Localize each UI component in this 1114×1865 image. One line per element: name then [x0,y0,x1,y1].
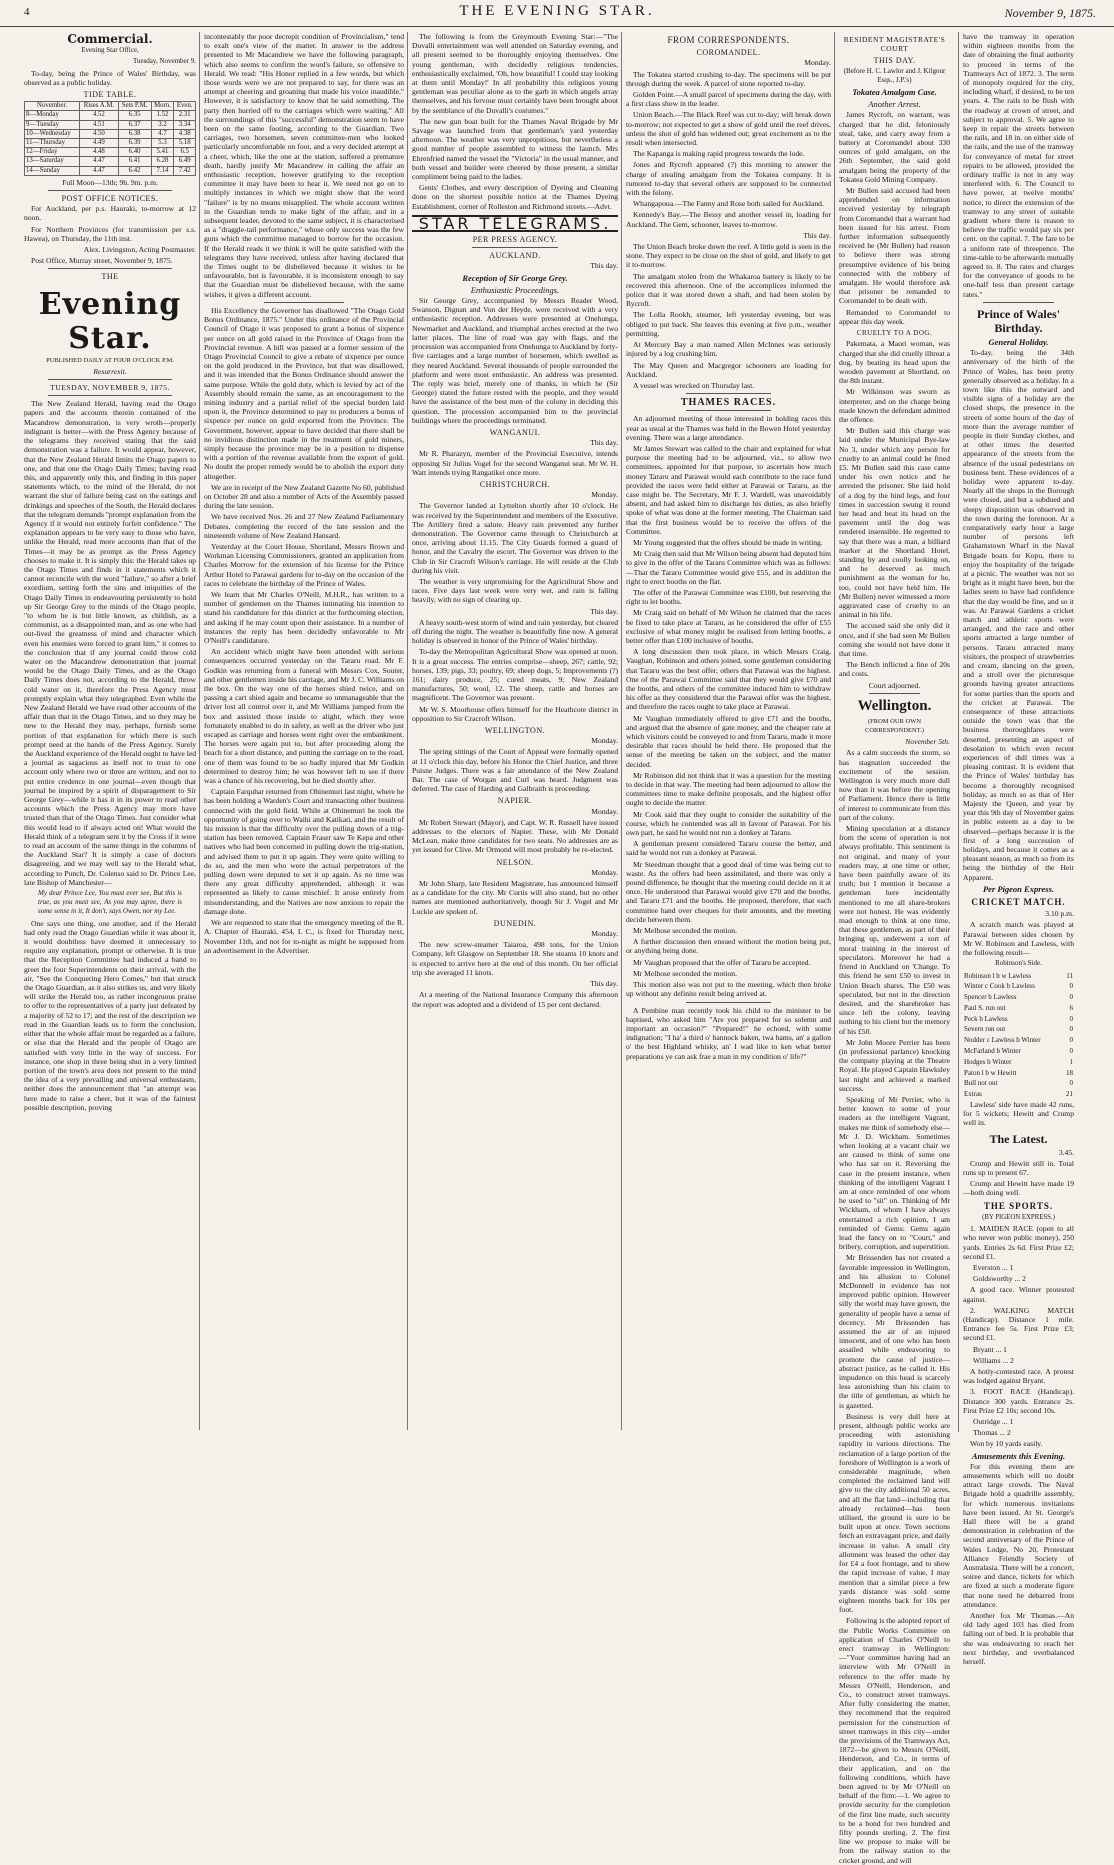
article-paragraph: Lawless' side have made 42 runs, for 5 wickets; Hewitt and Crump well in. [963,1100,1074,1128]
article-paragraph: At Mercury Bay a man named Allen McInnes was seriously injured by a log crushing him. [626,340,831,359]
column-4 [626,32,831,1432]
table-cell: 3.2 [151,120,174,129]
article-paragraph: Following is the adopted report of the Public Works Committee on application of Charles O'Neill to erect tramway in Wellington:—"Your committee having had an interview with Mr O'Neill in reference to the offer made by Messrs O'Neill, Henderson, and Co., to construct street tramways. After fully considering the matter, they recommend that the required permission for the construction of street tramways in this city—under the provisions of the Tramways Act, 1872—be given to Messrs O'Neill, Henderson, and Co., in terms of their application, and on the following conditions, which have been agreed to by Mr O'Neill on behalf of the firm:—1. We agree to provide security for the completion of the first line made, such security to be a bond for two hundred and fifty pounds sterling. 2. The first line we propose to make will be from the railway station to the cricket ground, and will [839,1616,950,1865]
divider [983,302,1054,303]
article-paragraph: incontestably the poor decrepit condition of Provincialism," tend to exalt one's view of the matter. In answer to the address presented to Mr Macandrew we have the following paragraph, which also seems to confirm the word's failure, so offensive to Herald. We read: "His Honor replied in a few words, but which those words were we are not prepared to say, for there was an attempt at cheering and groaning that made his voice inaudible." However, it is satisfactory to know that he said something. The party then hurried off to the carriages which were waiting." All the surroundings of this "successful" demonstration seem to have been on the same footing, according to the Guardian. Two carriages, two horsemen, seven committee-men who looked particularly uncomfortable on foot, and a very decided attempt at a cheer, which, like the one at the station, suffered a premature death, hardly justify Mr Macandrew in calling the affair an enthusiastic reception, however gratifying to the reception committee it may have been to hear it. We need not go on to multiply instances in which we might show that the word "failure" is by no means misapplied. The whole account written in the Guardian tends to make light of the affair, and in a subsequent leader, devoted to the same subject, it is characterised as a "draggle-tail performance," whose only success was the few guns which the committee managed to borrow for the occasion. If the Herald reads it we think it will be quite satisfied with the telegrams they have received, unless after having declared that the Times ought to be disbelieved because it wishes to be unfavourable, but is favourable, it is inconsistent enough to say that the Guardian must be disbelieved because, with the same wishes, it gives a different account. [204,32,404,299]
article-paragraph: Mr Young suggested that the offers should be made in writing. [633,537,823,547]
table-cell: 7.42 [174,166,196,175]
table-row [963,1014,1074,1025]
table-cell: Paul S. run out [964,1003,1006,1012]
article-paragraph: Mr John Sharp, late Resident Magistrate, has announced himself as a candidate for the city. Mr Curtis will also stand, but no other names are mentioned authoritatively, though Sir J. Vogel and Mr Luckie are spoken of. [412,879,618,916]
article-paragraph: To-day the Metropolitan Agricultural Show was opened at noon. It is a great success. The entries comprise—sheep, 267; cattle, 92; horses, 139; pigs, 33; poultry, 69; sheep dogs, 5; Improvements (?) 161; dairy produce, 25; cured meats, 9; New Zealand manufactures, 50; wool, 12. The sheep, cattle and horses are magnificent. The Governor was present. [412,647,618,703]
article-paragraph: The offer of the Parawai Committee was £100, but reserving the right to let booths. [626,587,831,607]
dateline-day: Monday. [591,867,618,877]
divider [48,190,172,191]
article-paragraph: Court adjourned. [868,680,921,690]
subheading: Another Arrest. [868,99,921,110]
divider [48,395,172,396]
article-paragraph: The spring sittings of the Court of Appeal were formally opened at 11 o'clock this day, before his Honor the Chief Justice, and three Puisne Judges. There was a fair attendance of the New Zealand Bar. The case of Worgan and Curl was heard. Judgment was deferred. The case of Harding and Galbraith is proceeding. [412,747,618,794]
tide-header-cell: Even. [174,102,196,111]
table-cell: 6.40 [118,148,151,157]
dateline-day: This day. [590,979,618,989]
commercial-heading: Commercial. [67,32,153,46]
article-paragraph: The May Queen and Macgregor schooners are loading for Auckland. [626,360,831,379]
tide-table [24,101,196,176]
published-note: PUBLISHED DAILY AT FOUR O'CLOCK P.M. [46,356,174,364]
table-row [963,1024,1074,1035]
article-paragraph: Mr Wilkinson was sworn as interpreter, and on the charge being made known the defendant admitted the offence. [839,387,950,424]
article-paragraph: Mining speculation at a distance from the scene of operation is not always profitable. This sentiment is not original, and many of your readers may, at one time or other, have been painfully aware of its truth; but I mention it because a gentleman here incidentally mentioned to me all share-brokers were not honest. He was evidently mad enough to think at one time, that these gentlemen, as part of their bringing up, underwent a sort of moral training in the interest of speculators. Moreover he had a friend in Auckland on 'Change. To this friend he sent £50 to invest in Union Beach shares. The £50 was speculated, but not in the direction desired, and the sharebroker has since left the colony, leaving nothing to his client but the memory of his £50. [839,824,950,1036]
table-cell: 6.28 [151,157,174,166]
table-cell: 11—Thursday [25,139,80,148]
paper-title: Evening Star. [38,286,182,356]
article-paragraph: 2. WALKING MATCH (Handicap). Distance 1 mile. Entrance fee 5s. First Prize £3; second £1. [963,1305,1074,1343]
dateline-day: November 5th. [905,737,950,747]
table-row [963,1078,1074,1089]
column-rule [621,32,622,1430]
result-line: Thomas ... 2 [973,1428,1011,1438]
table-cell: 6.5 [174,148,196,157]
paper-title-the: THE [101,272,119,282]
tide-header-cell: Sets P.M. [118,102,151,111]
column-5 [839,32,1074,1865]
dateline-day: Monday. [591,736,618,746]
article-paragraph: Mr Craig said on behalf of Mr Wilson he claimed that the races be fixed to take place at Tararu, as he considered the offer of £55 exclusive of what money might be realised from letting booths, a better offer than £100 inclusive of booths. [626,608,831,645]
table-cell: Spencer b Lawless [964,993,1017,1002]
subheading: Per Pigeon Express. [982,883,1055,894]
divider [48,268,172,269]
result-line: Goldsworthy ... 2 [973,1274,1026,1284]
tide-table-heading: TIDE TABLE. [83,90,137,100]
table-cell: 4.47 [80,166,119,175]
column-rule [834,32,835,1430]
table-cell: 4.50 [80,129,119,138]
article-paragraph: Another fox Mr Thomas.—An old lady aged 103 has died from falling out of bed. It is probable that she was endeavoring to reach her next birthday, and overbalanced herself. [963,1611,1074,1667]
sports-sub: (BY PIGEON EXPRESS.) [982,1213,1055,1221]
table-cell: 18 [1066,1068,1073,1077]
article-paragraph: Union Beach.—The Black Reef was cut to-day; will break down to-morrow; not expected to get a show of gold until the reef drives, unless the shot of gold has widened out; great excitement as to the result when intersected. [626,110,831,148]
article-paragraph: The Tokatea started crushing to-day. The specimens will be put through during the week. A parcel of stone reported to-day. [626,69,831,88]
court-heading: RESIDENT MAGISTRATE'S COURT [843,35,946,54]
article-paragraph: A good race. Winner protested against. [963,1285,1074,1304]
dateline-day: This day. [590,261,618,271]
dateline-heading: WANGANUI. [489,427,541,437]
verse: My dear Prince Lee, You must ever see, But this is true, as you must see, As you may agree, there is some sense in it, It don't, says Owen, nor my Lee. [38,889,182,916]
article-paragraph: Yesterday at the Court House, Shortland, Messrs Brown and Workman Licensing Commissioners, granted an application from Charles Morrow for the extension of his license for the Prince Arthur Hotel to Parawai gardens for to-day on the occasion of the races to celebrate the birthday of the Prince of Wales. [204,541,404,588]
dateline-day: Monday. [591,490,618,500]
subheading: Enthusiastic Proceedings. [470,284,560,295]
table-cell: Extras [964,1090,982,1099]
dateline-heading: AUCKLAND. [489,251,541,261]
article-paragraph: To-day, being the 34th anniversary of the birth of the Prince of Wales, has been pretty generally observed as a holiday. In a town like this the outward and visible signs of a holiday are the closed shops, the presence in the streets of some hours of the day of more than the average number of people in their Sunday clothes, and at other times the deserted appearance of the streets from the absence of the usual pedestrians on business bent. These evidences of a holiday were apparent to-day. Nearly all the shops in the Borough were closed, and but a subdued and sleepy disposition was observed in the town during the forenoon. At a comparatively early hour a large number of persons left Grahamstown Wharf in the Naval Brigade boats for Kopu, there to enjoy the hospitality of the brigade at a picnic. The weather was not so bright as it might have been, but the ladies seem to have had confidence that the day would be fine, and so it was. At Parawai Gardens a cricket match and athletic sports were arranged, and the race and other sports attracted a large number of persons. Tararu attracted many visitors, the prospect of strawberries and cream, dancing on the green, and a stroll over the picturesque grounds having greater attractions for some parties than the sports and the cricket at Parawai. The consequence of these attractions outside the town was that the business thoroughfares were deserted, presenting an aspect of desolation to which even recent experiences of dull times was a pleasing contrast. It is evident that the Prince of Wales' birthday has become a thoroughly recognised holiday, as much so as that of Her Majesty the Queen, and year by year this 9th day of November gains in public esteem as a day to be observed—perhaps because it is the first of a long succession of holidays, and because it comes as a pleasant season, as much so from its being the birthday of the Heir Apparent. [963,348,1074,882]
subheading: Reception of Sir George Grey. [462,272,568,283]
table-row [963,1057,1074,1068]
article-paragraph: The new gun boat built for the Thames Naval Brigade by Mr Savage was launched from that gentleman's yard yesterday afternoon. The weather was very unpropitious, but nevertheless a good number of people assembled to witness the launch. Mrs Ehrenfried named the vessel the "Victoria" in the usual manner, and both vessel and builder were cheered by those present, a similar compliment being paid to the ladies. [412,116,618,182]
table-row [963,1003,1074,1014]
court-day: THIS DAY. [873,56,916,66]
article-paragraph: This motion also was not put to the meeting, which then broke up without any definite result being arrived at. [626,980,831,999]
article-paragraph: An accident which might have been attended with serious consequences occurred yesterday on the Tararu road. Mr F. Godkin was returning from a funeral with Messrs Cox, Souter, and other gentlemen inside his carriage, and Mr J. C. Williams on the box. On the way one of the horses shied twice, and on passing a cart shied again and became so unmanageable that the driver lost all control over it, and Mr Williams jumped from the box and assisted those inside to alight, which they were fortunately enabled to do in safety, as well as the driver who just escaped as carriage and horses went right over the embankment. The horses were again put to, but after proceeding along the beach for a short distance, and putting the carriage on to the road, one of them was found to be so badly injured that Mr Godkin determined to destroy him; he was however left to see if there was a chance of his recovering, but he died shortly after. [204,647,404,786]
correspondents-heading: FROM CORRESPONDENTS. [667,35,790,45]
table-cell: Hodges b Winter [964,1057,1012,1066]
table-cell: 4.7 [151,129,174,138]
dateline-day: 3.45. [1058,1147,1074,1157]
leader-paragraph: The New Zealand Herald, having read the Otago papers and the accounts therein contained of the Macandrew demonstration, is very wroth—properly indignant is better—with the Press Agency because of the telegrams they received stating that the said demonstration was a failure. It would appear, however, that the New Zealand Herald limits the Otago papers to one, and that one the Otago Daily Times; having read this, and apparently only this, and finding in this paper statements which, to the mind of the Herald, do not warrant the slur of failure being cast on the eatings and drinkings and speeches of the South, the Herald declares that the telegram demands "prompt explanation from the Agency if it would not entirely forfeit confidence." The explanation appears to be very easy to those who have, unlike the Herald, read more accounts than that of the Times—it may be as prompt as the Press Agency chooses to make it. It is simply this: the Herald takes up the Otago Times and finds in it statements which it cannot reconcile with the word "failure," so after a brief exordium, setting forth the sins and iniquities of the Otago Daily Times in endeavouring persistently to hold up Sir George Grey to the minds of the Otago people, "to whom he is but little known, as childish, as a communist, as a disappointed man, and as one who had out-lived the greatness of mind and character which even his enemies were forced to grant him," it comes to the conclusion that if any journal could throw cold water on the Macandrew demonstration that journal would be the Otago Daily Times, and as the Otago Daily Times does not, according to the Herald, throw cold water on it, therefore the Press Agency must promptly explain what they telegraphed. Even while the New Zealand Herald we have read other accounts of the affair than that in the Otago Times, and so they may be new to the Herald they may, perhaps, furnish some portion of that explanation for which there is such prompt need at the hands of the Press Agency. Surely the Auckland experience of the Herald ought to have led a journal as sagacious as itself not to trust to one account only where two or three are written, and not to put entire credence in one journal—even though that journal be inspired by a spirit of disparagement to Sir George Grey—while it has it in its power to read other accounts which the Press Agency may more have trusted than that of the Otago Times. Just consider what this would lead to if always acted on! What would the Herald think of a telegram sent it by the Cross if it were to read an account of the same things in the columns of the Auckland Star? It is simply a case of doctors disagreeing, and we may well say to the Herald what, according to Punch, Dr. Colenso said to Dr. Prince Lee, late Bishop of Manchester— [24,399,197,887]
table-row [25,129,196,138]
article-paragraph: Mr John Moore Perrier has been (in professional parlance) knocking the company playing at the Theatre Royal. He played Captain Hawksley last night and achieved a marked success. [839,1037,950,1093]
article-paragraph: The new screw-steamer Taiaroa, 498 tons, for the Union Company, left Glasgow on September 18. She steams 10 knots and is expected to arrive here at the end of this month. On her official trip she averaged 11 knots. [412,940,618,977]
table-cell: 5.18 [174,139,196,148]
dateline-day: This day. [590,606,618,616]
article-paragraph: Jones and Rycroft appeared (?) this morning to answer the charge of stealing amalgam from the Tokatea company. It is rumored to-day that several others are supposed to be connected with the felony. [626,160,831,198]
table-cell: 0 [1069,1079,1073,1088]
article-paragraph: We are requested to state that the emergency meeting of the R. A. Chapter of Hauraki, 454, I. C., is fixed for Thursday next, November 11th, and not for to-night as might be supposed from an advertisement in the Advertiser. [204,918,404,955]
article-paragraph: Mr R. Pharazyn, member of the Provincial Executive, intends opposing Sir Julius Vogel for the second Wanganui seat. Mr W. H. Watt intends trying Rangatikei once more. [412,449,618,477]
leader-paragraph: One says one thing, one another, and if the Herald had only read the Otago Guardian while it was about it, it would doubtless have deemed it unnecessary to require any explanation, prompt or otherwise. It is true that the Reception Committee had induced a band to greet the four Superintendents on their arrival, with the air, "See the Conquering Hero Comes," but that struck the Otago Guardian, as it also strikes us, and very likely will strike the Herald too, as rather incongruous praise to offer to the representatives of a party just defeated by a majority of 52 to 17; and the rest of the description we read in the Guardian leads us to form the conclusion, either that the whole affair must be regarded as a failure, or else that the Herald and the people of Otago are satisfied with very little in the way of success. For instance, one shop in three being shut in a very limited portion of the town's area does not present to the mind the idea of a very prevailing and universal enthusiasm, neither does the announcement that "an attempt was here made to raise a cheer, but it was of the faintest possible description, proving [24,918,196,1112]
article-paragraph: The Bench inflicted a fine of 20s and costs. [839,660,950,679]
table-cell: Robinson l b w Lawless [964,971,1032,980]
table-cell: 12—Friday [25,148,80,157]
article-paragraph: Mr Melhose seconded the motion. [633,926,737,936]
article-paragraph: Mr Craig then said that Mr Wilson being absent had deputed him to give in the offer of the Tararu Committee which was as follows:—That the Tararu Committee would give £55, and in addition the right to erect booths on the flat. [626,549,831,586]
article-paragraph: Crump and Hewitt have made 19—both doing well. [963,1179,1074,1198]
table-cell: 10—Wednesday [25,129,80,138]
dateline-day: 3.10 p.m. [1045,909,1074,919]
article-paragraph: For this evening there are amusements which will no doubt attract large crowds. The Naval Brigade hold a quadrille assembly, for which numerous invitations have been issued. At St. George's Hall there will be a grand demonstration in celebration of the second anniversary of the Prince of Wales Lodge, No 20, Protestant Alliance Friendly Society of Australasia. There will be a concert, soiree and dance, tickets for which are fixed at such a moderate figure that none need be debarred from attendance. [963,1461,1074,1609]
article-paragraph: Mr Robert Stewart (Mayor), and Capt. W. R. Russell have issued addresses to the electors of Napier. These, with Mr Donald McLean, make three candidates for two seats. No addresses are as yet issued for Clive. Mr Ormond will most probably be re-elected. [412,817,618,855]
table-cell: 6.35 [118,111,151,120]
article-paragraph: An adjourned meeting of those interested in holding races this year as usual at the Thames was held in the Bowen Hotel yesterday evening. There was a large attendance. [626,414,831,442]
divider [48,379,172,380]
table-cell: 7.14 [151,166,174,175]
table-cell: 0 [1069,1014,1073,1023]
table-cell: Paton l b w Hewitt [964,1068,1017,1077]
tide-header-row [25,102,196,111]
dateline-day: Monday. [591,806,618,816]
tide-header-cell: November. [25,102,80,111]
newspaper-masthead-title: THE EVENING STAR. [459,3,655,19]
article-paragraph: Mr Steedman thought that a good deal of time was being cut to waste. As the offers had been assimilated, and there was only a pound difference, he thought that the meeting could decide on it at once. He understood that Parawai would give £70 and the booths, and Tararu £71 and the booths. He proposed, therefore, that each committee hand over cheques for their amounts, and the meeting decide between them. [626,859,831,924]
article-paragraph: A hotly-contested race. A protest was lodged against Bryant. [963,1366,1074,1386]
table-cell: 4.47 [80,157,119,166]
table-cell: 4.38 [174,129,196,138]
table-cell: 4.51 [80,120,119,129]
divider [686,1002,771,1003]
article-paragraph: Mr James Stewart was called to the chair and explained for what purpose the meeting had to be adjourned, viz., to allow two committees, appointed for that purpose, to ascertain how much money Tararu and Parawai would each contribute to the race fund provided the races were held either at Parawai or Tararu, as the case might be. The Secretary, Mr F. J. Wardell, was unavoidably absent, and had asked him to discharge his duties, as also briefly spoke of what was done at the former meeting. The Chairman said that the first business would be to receive the offers of the Committee. [626,443,831,536]
article-paragraph: Remanded to Coromandel to appear this day week. [839,307,950,326]
article-paragraph: The accused said she only did it once, and if she had seen Mr Bullen coming she would not have done it that time. [839,621,950,658]
column-rule [199,32,200,1430]
result-line: Bryant ... 1 [973,1344,1007,1354]
sports-heading: THE SPORTS. [983,1200,1054,1211]
table-cell: 6.37 [118,120,151,129]
article-paragraph: A heavy south-west storm of wind and rain yesterday, but cleared off during the night. The weather is beautifully fine now. A general holiday is observed in honor of the Prince of Wales' birthday. [412,617,618,646]
divider [472,247,558,248]
issue-date: TUESDAY, NOVEMBER 9, 1875. [50,383,170,393]
table-row [25,148,196,157]
article-paragraph: Whangapoua.—The Fanny and Rose both sailed for Auckland. [633,199,824,209]
dateline-heading: COROMANDEL. [696,48,761,58]
dateline-heading: DUNEDIN. [493,918,537,928]
table-cell: 6.42 [118,166,151,175]
table-row [25,139,196,148]
page-number: 4 [24,6,30,18]
table-row [25,111,196,120]
article-paragraph: Business is very dull here at present, although public works are proceeding with astonishing rapidity in various directions. The reclamation of a large portion of the foreshore of Wellington is a work of considerable magnitude, when completed the reclaimed land will give to the city additional 50 acres, and all the flat land—including that already reclaimed—has been utilised, the ground is sure to be built upon at once. Town sections fetch an extravagant price, and daily increase in value. A small city allotment was leased the other day for £4 a foot frontage, and to show the rapid increase of value, I may mention that a similar piece a few yards distance was sold some eighteen months back for 10s per foot. [839,1411,950,1615]
column-5b [958,32,1074,1667]
dateline-heading: WELLINGTON. [484,726,546,736]
column-5a [839,32,950,1865]
dateline-day: Monday. [804,58,831,68]
table-cell: 2.31 [174,111,196,120]
article-paragraph: The Union Beach broke down the reef. A little gold is seen in the stone. They expect to be close on the shot of gold, and likely to get it to-morrow. [626,242,831,270]
table-cell: Severn run out [964,1025,1006,1034]
dateline-heading: NELSON. [496,857,534,867]
dateline-heading: CHRISTCHURCH. [479,479,551,489]
table-cell: 0 [1069,993,1073,1002]
table-cell: 11 [1066,971,1073,980]
article-paragraph: have the tramway in operation within eighteen months from the date of obtaining the final authority to proceed in terms of the Tramways Act of 1872. 3. The term of monopoly required for the city, including wharf, if desired, to be ten years. 4. The rails to be flush with the roadway at crown of street, and subject to approval. 5. We agree to keep in repair the streets between the rails, and 18 in. on either side of the rails, and the use of the tramway for conveyance of metal for street repairs to be allowed, provided the ordinary traffic is not in any way interfered with. 6. The Council to have power, at twelve months' notice, to direct the extension of the tramway to any street of suitable gradient where there is reason to believe the traffic would pay six per cent. on the capital. 7. The fare to be a uniform rate of threepence. The time-table to be afterwards mutually agreed to. 8. The rates and charges for the conveyance of goods to be one-half less than present cartage rates." [963,32,1074,299]
moon-note: Full Moon—13th; 9h. 9m. p.m. [62,177,158,187]
subheading: Amusements this Evening. [971,1450,1066,1461]
office-line: Evening Star Office, [81,46,139,55]
article-paragraph: Golden Point.—A small parcel of specimens during the day, with a first class show in the leader. [626,90,831,109]
tide-header-cell: Rises A.M. [80,102,119,111]
table-row [963,992,1074,1003]
table-cell: 1.52 [151,111,174,120]
article-paragraph: The amalgam stolen from the Whakaroa battery is likely to be recovered this afternoon. One of the accomplices informed the police that it was stored down a shaft, and had been stolen by Rycroft. [626,271,831,309]
masthead-date: November 9, 1875. [1004,6,1096,20]
office-date: Tuesday, November 9. [132,57,196,66]
table-cell: 6.41 [118,157,151,166]
article-paragraph: Mr Melhose seconded the motion. [633,968,737,978]
table-cell: 6.38 [118,129,151,138]
table-cell: 1 [1069,1057,1073,1066]
article-paragraph: Pakemata, a Maori woman, was charged that she did cruelly illtreat a dog, by beating its head upon the wooden pavement at Shortland, on the 8th instant. [839,339,950,386]
table-cell: 21 [1066,1090,1073,1099]
article-paragraph: We are in receipt of the New Zealand Gazette No 60, published on October 28 and also a number of Acts of the Assembly passed during the late session. [204,482,404,511]
article-paragraph: Mr Vaughan proposed that the offer of Tararu be accepted. [633,957,811,967]
table-cell: Nodder c Lawless b Winter [964,1036,1041,1045]
article-paragraph: Mr Brissenden has not created a favorable impression in Wellington, and his allusion to Colonel McDonnell in evidence has not improved public opinion. However silly the world may have grown, the generality of people have a sense of decency. Mr Brissenden has assumed the air of an injured innocent, and of one who has been assailed while endeavoring to promote the cause of justice—abstract justice, as he called it. His impudence on this head is scarcely less astonishing than his claim to the title of gentleman, as which he is gazetted. [839,1253,950,1410]
subheading: Tokatea Amalgam Case. [852,87,937,98]
table-row [25,166,196,175]
dateline-day: This day. [803,230,831,240]
article-paragraph: Mr Robinson did not think that it was a question for the meeting to decide in that way. The meeting had been adjourned to allow the committees time to make definite proposals, and the highest offer ought to decide the matter. [626,770,831,808]
article-paragraph: 3. FOOT RACE (Handicap). Distance 300 yards. Entrance 2s. First Prize £2 10s; second 10s. [963,1387,1074,1415]
holiday-note: To-day, being the Prince of Wales' Birthday, was observed as a public holiday. [24,68,196,87]
table-row [25,120,196,129]
result-line: Outridge ... 1 [973,1416,1014,1426]
wellington-heading: Wellington. [857,697,932,714]
thames-races-heading: THAMES RACES. [680,397,777,409]
divider [869,693,920,694]
table-cell: 6 [1069,1003,1073,1012]
table-cell: Bull not out [964,1079,998,1088]
table-cell: 9—Tuesday [25,120,80,129]
article-paragraph: At a meeting of the National Insurance Company this afternoon the report was adopted and a dividend of 15 per cent declared. [412,990,618,1009]
table-cell: 6.49 [174,157,196,166]
table-cell: Peck b Lawless [964,1014,1008,1023]
table-cell: 4.52 [80,111,119,120]
advertisement: Gents' Clothes, and every description of Dyeing and Cleaning done on the shortest possible notice at the Thames Dyeing Establishment, corner of Rolleston and Richmond streets.—Advt. [412,183,618,211]
subheading: CRUELTY TO A DOG. [856,329,933,338]
article-paragraph: The Kapanga is making rapid progress towards the lode. [633,149,805,159]
correspondent-note: (FROM OUR OWN CORRESPONDENT.) [865,717,924,735]
article-paragraph: The following is from the Greymouth Evening Star:—"The Duvalli entertainment was well attended on Saturday evening, and all present seemed to be thoroughly enjoying themselves. One young gentleman, with decidedly religious tendencies, enthusiastically exclaimed, 'Oh, how beautiful! I could stay looking at them until Monday!' In all probability this religious young gentleman was peculiar alone as to the garb in which angels array themselves, and his fervour must certainly have been brought about by the semblance of the Duvalli's costumes." [412,32,618,115]
table-row [963,971,1074,982]
article-paragraph: The weather is very unpromising for the Agricultural Show and races. Five days last week were very wet, and rain is falling heavily, with no sign of clearing up. [412,576,618,605]
table-row [25,157,196,166]
tide-header-cell: Morn. [151,102,174,111]
article-paragraph: His Excellency the Governor has disallowed "The Otago Gold Bonus Ordinance, 1875." Under this ordinance of the Provincial Council of Otago it was proposed to grant a bonus of sixpence per ounce on all gold raised in the Province of Otago from the Provincial revenue. A bill was passed at a former session of the Otago Provincial Council to give a rebate of sixpence per ounce on the gold produced in the Province, but that was disallowed, and it was intended that the Bonus Ordinance should answer the same purpose. While the gold duty, which is levied by act of the Assembly should remain the same, as an encouragement to the mining industry and a partial relief of the special burden laid upon it, the Province determined to pay to producers a bonus of sixpence per ounce on gold exported from the Province. The Government, however, appear to have decided that there shall be no invidious distinction made in the treatment of gold miners, simply because the province may be in a position to dispense with a portion of the revenue available from the export of gold. No doubt the proper remedy would be to abolish the export duty altogether. [204,305,404,481]
article-paragraph: A gentleman present considered Tararu course the better, and said he would not run a donkey at Parawai. [626,839,831,858]
article-paragraph: A scratch match was played at Parawai between sides chosen by Mr W. Robinson and Lawless, with the following result— [963,920,1074,958]
table-cell: 6.39 [118,139,151,148]
article-paragraph: Mr Vaughan immediately offered to give £71 and the booths, and argued that the absence of gate money, and the cheaper rate at which visitors could be conveyed to and from Tararu, made it more desirable that races should be held there. He proposed that the sense of the meeting be taken on the subject, and the matter decided. [626,713,831,769]
table-cell: 4.49 [80,139,119,148]
star-telegrams-heading: STAR TELEGRAMS. [412,215,618,232]
article-paragraph: Won by 10 yards easily. [970,1439,1043,1449]
table-cell: 0 [1069,982,1073,991]
article-paragraph: 1. MAIDEN RACE (open to all who never won public money), 250 yards. Entries 2s 6d. First Prize £2; second £1. [963,1224,1074,1261]
article-paragraph: We learn that Mr Charles O'Neill, M.H.R., has written to a number of gentlemen on the Thames intimating his intention to stand his candidature for this district at the forthcoming election, and asking if he may count upon their assistance. In a number of instances the reply has been decidedly unfavorable to Mr O'Neill's candidature. [204,589,404,645]
table-cell: 0 [1069,1047,1073,1056]
article-paragraph: Captain Farquhar returned from Ohinemuri last night, where he has been holding a Warden's Court and transacting other business connected with the gold field. While at Ohinemuri he took the opportunity of going over to Waihi and Katikati, and the result of his mission is that the difficulty over the pulling down of a trig-station has been removed. Captain Fraser saw Te Kepa and other natives who had been concerned in pulling down the trig-station, and advised them to put it up again. They were quite willing to do so, and the men who were the actual perpetrators of the pulling down were deputed to set it up again. As no time was there any great difficulty apprehended, although it was represented as likely to cause mischief. It arose entirely from misunderstanding, and the Natives are now anxious to repair the damage done. [204,787,404,916]
dateline-heading: NAPIER. [497,796,533,806]
dateline-day: Monday. [591,929,618,939]
column-3 [412,32,618,1432]
divider [264,302,344,303]
column-2 [204,32,404,1432]
table-row [963,1035,1074,1046]
article-paragraph: A Pembine man recently took his child to the minister to be baptised, who asked him "Are you prepared for so solemn and important an occasion?" "Prepared!" he echoed, with some indignation; "I ha' a third o' bannock baken, twa hams, an' a gallon o' the best Highland whisky, an' I wad like to ken what better preparations ye can ask frae a man in my condition o' life?" [626,1005,831,1061]
table-cell: 8—Monday [25,111,80,120]
article-paragraph: Mr Bullen said this charge was laid under the Municipal Bye-law No 3, under which any person for cruelty to an animal could be fined £5. Mr Bullen said this case came under his own notice and he arrested the prisoner. She laid hold of a dog by the hind legs, and four times in succession swung it round her head and beat its head on the pavement until the dog was rendered insensible. He regretted to say that there was a man, a billiard marker at the Shortland Hotel, standing by and coolly looking on, and he deserved as much punishment as the woman for he, too, could not have held him. He (Mr Bullen) never witnessed a more aggravated case of cruelty to an animal in his life. [839,426,950,620]
masthead [0,0,1114,27]
table-cell: 13—Saturday [25,157,80,166]
post-notice: For Northern Provinces (for transmission per s.s. Hawea), on Thursday, the 11th inst. [24,224,196,243]
article-paragraph: We have received Nos. 26 and 27 New Zealand Parliamentary Debates, completing the record of the late session and the nineteenth volume of New Zealand Hansard. [204,512,404,540]
article-paragraph: Kennedy's Bay.—The Bessy and another vessel in, loading for Auckland. The Gem, schooner, leaves to-morrow. [626,210,831,229]
post-notice: For Auckland, per p.s. Hauraki, to-morrow at 12 noon. [24,204,196,223]
column-1 [24,32,196,1432]
table-row [963,1089,1074,1100]
article-paragraph: Mr Bullen said accused had been apprehended on information received yesterday by telegraph from Coromandel that a warrant had been issued for his arrest. From further information subsequently received he (Mr Bullen) had reason to believe there was strong presumptive evidence of his being connected with the robbery of amalgam. He would therefore ask that prisoner be remanded to Coromandel to be dealt with. [839,186,950,306]
per-press-heading: PER PRESS AGENCY. [472,235,558,245]
post-date: Post Office, Murray street, November 9, 1875. [31,256,173,266]
prince-birthday-heading: Prince of Wales' Birthday. [976,306,1061,335]
article-paragraph: Crump and Hewitt still in. Total runs up to present 67. [963,1158,1074,1178]
latest-heading: The Latest. [989,1131,1048,1146]
table-cell: 0 [1069,1025,1073,1034]
article-paragraph: A further discussion then ensued without the motion being put, or anything being done. [626,937,831,956]
table-cell: 14—Sunday [25,166,80,175]
article-paragraph: A vessel was wrecked on Thursday last. [633,380,755,390]
divider [686,410,771,411]
table-row [963,981,1074,992]
table-cell: 5.41 [151,148,174,157]
article-paragraph: A long discussion then took place, in which Messrs Craig, Vaughan, Robinson and others joined, some gentlemen considering that Tararu was the best offer, others that Parawai was the highest. One of the Parawai Committee said that they would give £70 and the booths, and others of the committee induced him to withdraw his offer as they considered that the Parawai offer was the highest, and therefore the races ought to take place at Parawai. [626,647,831,712]
subheading: General Holiday. [988,336,1049,347]
result-line: Williams ... 2 [973,1355,1014,1365]
table-cell: 5.3 [151,139,174,148]
post-office-heading: POST OFFICE NOTICES. [61,194,159,204]
table-cell: 3.34 [174,120,196,129]
article-paragraph: As a calm succeeds the storm, so has stagnation succeeded the excitement of the session. Wellington is very much more dull now than it was before the opening of Parliament. Hence there is little of interest to communicate from this part of the colony. [839,748,950,822]
table-cell: 0 [1069,1036,1073,1045]
article-paragraph: Mr W. S. Moorhouse offers himself for the Heathcote district in opposition to Sir Cracroft Wilson. [412,704,618,723]
table-row [963,1068,1074,1079]
cricket-heading: CRICKET MATCH. [971,897,1066,908]
motto: Resurrexit. [93,366,127,376]
article-paragraph: James Rycroft, on warrant, was charged that he did, feloniously steal, take, and carry away from a battery at Coromandel about 330 ounces of gold amalgam, on the 26th September, the said gold amalgam being the property of the Tokatea Gold Mining Company. [839,110,950,184]
table-cell: 4.48 [80,148,119,157]
divider [686,393,771,394]
column-rule [407,32,408,1430]
court-bench: (Before H. C. Lawlor and J. Kilgour Esqs., J.P.'s) [843,66,946,84]
side-name: Robinson's Side. [995,959,1042,968]
table-cell: Winter c Cook b Lawless [964,982,1035,991]
article-paragraph: Speaking of Mr Perrier, who is better known to some of your readers as the intelligent Vagrant, makes me think of somebody else—Mr J. D. Wickham. Sometimes when looking at a vacant chair we are caused to think of some one who has sat on it. Reversing the case in the present instance, when thinking of the intelligent Vagrant I am at once reminded of one whom he used to "sit" on. Thinking of Mr Wickham, of whom I have always entertained a rich opinion, I am reminded of Gems: Gems again lead the fancy on to "Court," and bribery, corruption, and superstition. [839,1094,950,1252]
table-cell: McFarland b Winter [964,1047,1021,1056]
article-paragraph: Mr Cook said that they ought to consider the suitability of the course, which he contended was all in favour of Parawai. For his own part, he said he would not run a donkey at Tararu. [626,809,831,838]
article-paragraph: The Lolla Rookh, steamer, left yesterday evening, but was obliged to put back. She leaves this evening at five p.m., weather permitting. [626,310,831,338]
article-paragraph: Sir George Grey, accompanied by Messrs Reader Wood, Swanson, Dignan and Von der Heyde, were received with a very enthusiastic reception. Addresses were presented at Onehunga, Newmarket and Auckland, and triumphal arches erected at the two latter places. The line of road was gay with flags, and the procession was accompanied from Onehunga to Auckland by forty-five carriages and a large number of horsemen, which swelled as they neared Auckland. Several thousands of people surrounded the platform and were most enthusiastic. An address was presented. The reply was brief, merely one of thanks, in which he (Sir George) stated the future rested with the people, and they would have the assistance of the best men of the colony in deciding this question. The procession accompanied him to the provincial buildings where the proceedings terminated. [412,296,618,425]
cricket-scorecard [963,971,1074,1101]
article-paragraph: The Governor landed at Lyttelton shortly after 10 o'clock. He was received by the Superintendent and members of the Executive. The Artillery fired a salute. Heavy rain prevented any further demonstration. The Governor came through to Christchurch at once, arriving about 11.15. The City Guards formed a guard of honor, and the Cavalry the escort. The Governor was driven to the Club in Sir Cracroft Wilson's carriage. He will reside at the Club during his visit. [412,501,618,575]
table-row [963,1046,1074,1057]
result-line: Everston ... 1 [973,1262,1014,1272]
post-signature: Alex. Livingston, Acting Postmaster. [83,245,196,255]
dateline-day: This day. [590,438,618,448]
